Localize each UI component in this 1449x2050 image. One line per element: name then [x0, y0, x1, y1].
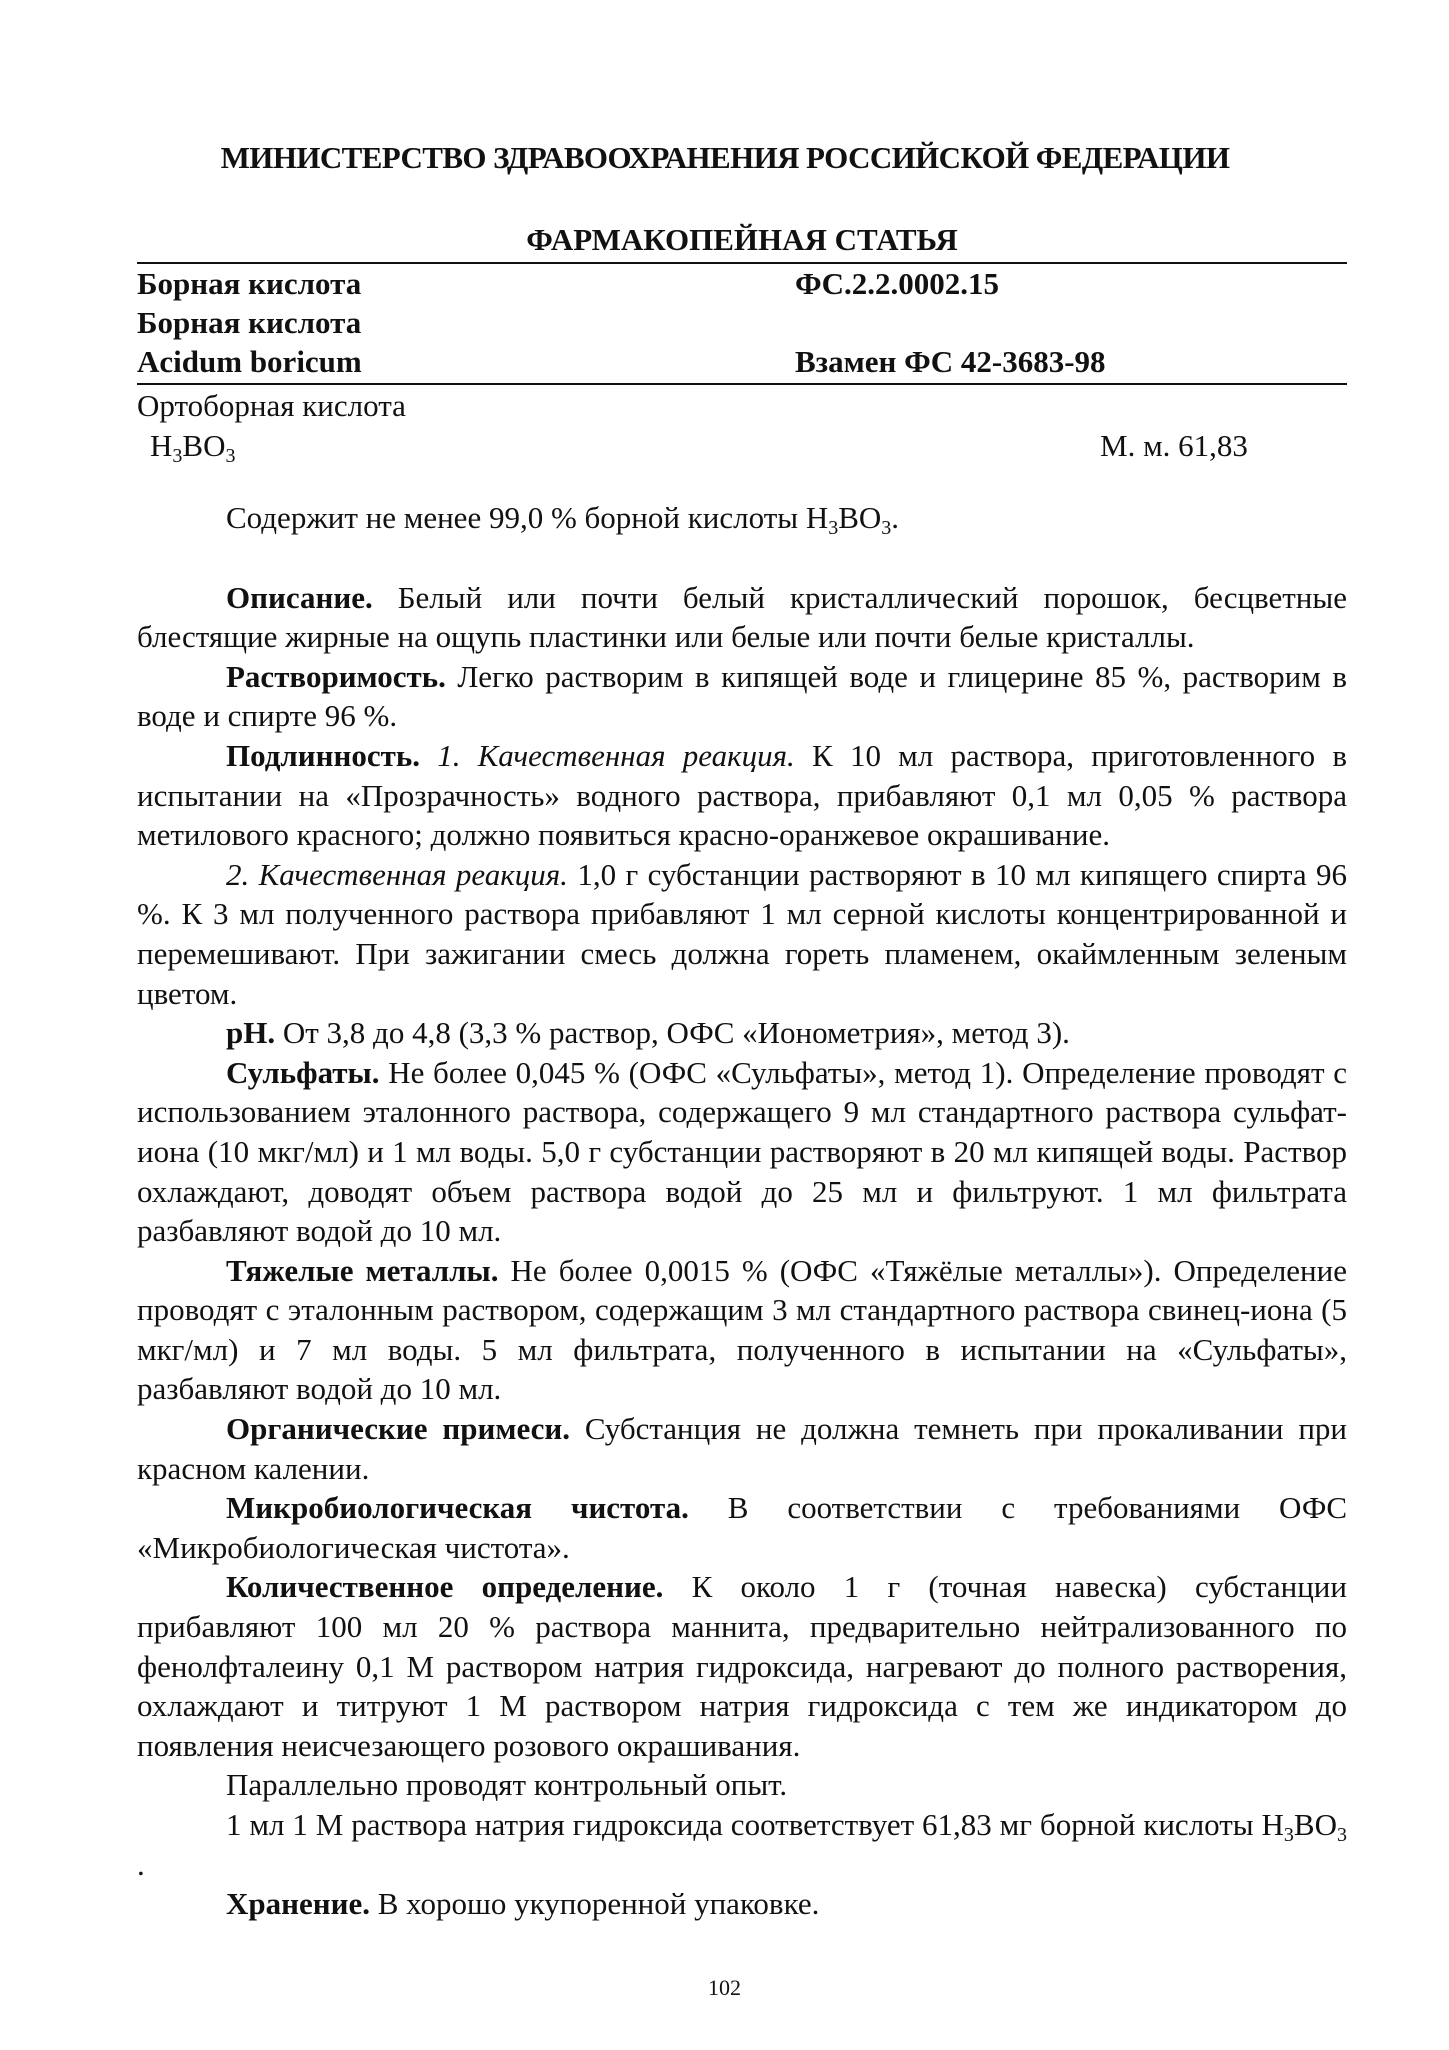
substance-name-ru-2: Борная кислота	[137, 305, 362, 340]
section-heavy-metals: Тяжелые металлы. Не более 0,0015 % (ОФС «Тяжёлые металлы»). Определение проводят с эталонным раствором, содержащим 3 мл стандартного раствора свинец-иона (5 мкг/мл) и 7 мл воды. 5 мл фильтрата, полученного в испытании на «Сульфаты», разбавляют водой до 10 мл.	[137, 1252, 1348, 1407]
section-description: Описание. Белый или почти белый кристаллический порошок, бесцветные блестящие жирные на ощупь пластинки или белые или почти белые кристаллы.	[137, 579, 1347, 655]
article-title: ФАРМАКОПЕЙНАЯ СТАТЬЯ	[526, 222, 958, 257]
section-storage: Хранение. В хорошо укупоренной упаковке.	[226, 1886, 820, 1922]
article-code: ФС.2.2.0002.15	[795, 266, 1000, 301]
section-microbiological-purity: Микробиологическая чистота. В соответствии с требованиями ОФС «Микробиологическая чистота».	[137, 1490, 1347, 1565]
header-bottom-rule	[137, 383, 1347, 385]
substance-name-latin: Acidum boricum	[137, 344, 362, 379]
page-number: 102	[708, 1975, 741, 2000]
section-equivalence: 1 мл 1 М раствора натрия гидроксида соответствует 61,83 мг борной кислоты $H_3BO_3$ .	[137, 1807, 1347, 1882]
section-sulfates: Сульфаты. Не более 0,045 % (ОФС «Сульфаты», метод 1). Определение проводят с использованием эталонного раствора, содержащего 9 мл стандартного раствора сульфат-иона (10 мкг/мл) и 1 мл воды. 5,0 г субстанции растворяют в 20 мл кипящей воды. Раствор охлаждают, доводят объем раствора водой до 25 мл и фильтруют. 1 мл фильтрата разбавляют водой до 10 мл.	[137, 1054, 1347, 1249]
section-ph: pH. От 3,8 до 4,8 (3,3 % раствор, ОФС «Ионометрия», метод 3).	[226, 1015, 1070, 1051]
content-statement: Содержит не менее 99,0 % борной кислоты $H_3BO_3$.	[226, 500, 900, 539]
section-solubility: Растворимость. Легко растворим в кипящей воде и глицерине 85 %, растворим в воде и спирте 96 %.	[137, 658, 1347, 734]
molar-mass: М. м. 61,83	[1100, 428, 1248, 463]
chemical-formula: $H_3BO_3$	[150, 428, 236, 467]
section-control: Параллельно проводят контрольный опыт.	[226, 1767, 788, 1803]
synonym: Ортоборная кислота	[137, 388, 406, 423]
substance-name-ru: Борная кислота	[137, 266, 362, 301]
ministry-heading: МИНИСТЕРСТВО ЗДРАВООХРАНЕНИЯ РОССИЙСКОЙ ФЕДЕРАЦИИ	[220, 140, 1230, 175]
section-assay: Количественное определение. К около 1 г (точная навеска) субстанции прибавляют 100 мл 20 % раствора маннита, предварительно нейтрализованного по фенолфталеину 0,1 М раствором натрия гидроксида, нагревают до полного растворения, охлаждают и титруют 1 М раствором натрия гидроксида с тем же индикатором до появления неисчезающего розового окрашивания.	[137, 1569, 1347, 1763]
section-identity-2: 2. Качественная реакция. 1,0 г субстанции растворяют в 10 мл кипящего спирта 96 %. К 3 мл полученного раствора прибавляют 1 мл серной кислоты концентрированной и перемешивают. При зажигании смесь должна гореть пламенем, окаймленным зеленым цветом.	[137, 856, 1348, 1011]
section-identity-1: Подлинность. 1. Качественная реакция. К 10 мл раствора, приготовленного в испытании на «Прозрачность» водного раствора, прибавляют 0,1 мл 0,05 % раствора метилового красного; должно появиться красно-оранжевое окрашивание.	[137, 737, 1348, 853]
header-top-rule	[137, 262, 1347, 264]
section-organic-impurities: Органические примеси. Субстанция не должна темнеть при прокаливании при красном калении.	[137, 1411, 1347, 1486]
replaces-article: Взамен ФС 42-3683-98	[795, 344, 1106, 379]
article-body	[137, 498, 1347, 1924]
